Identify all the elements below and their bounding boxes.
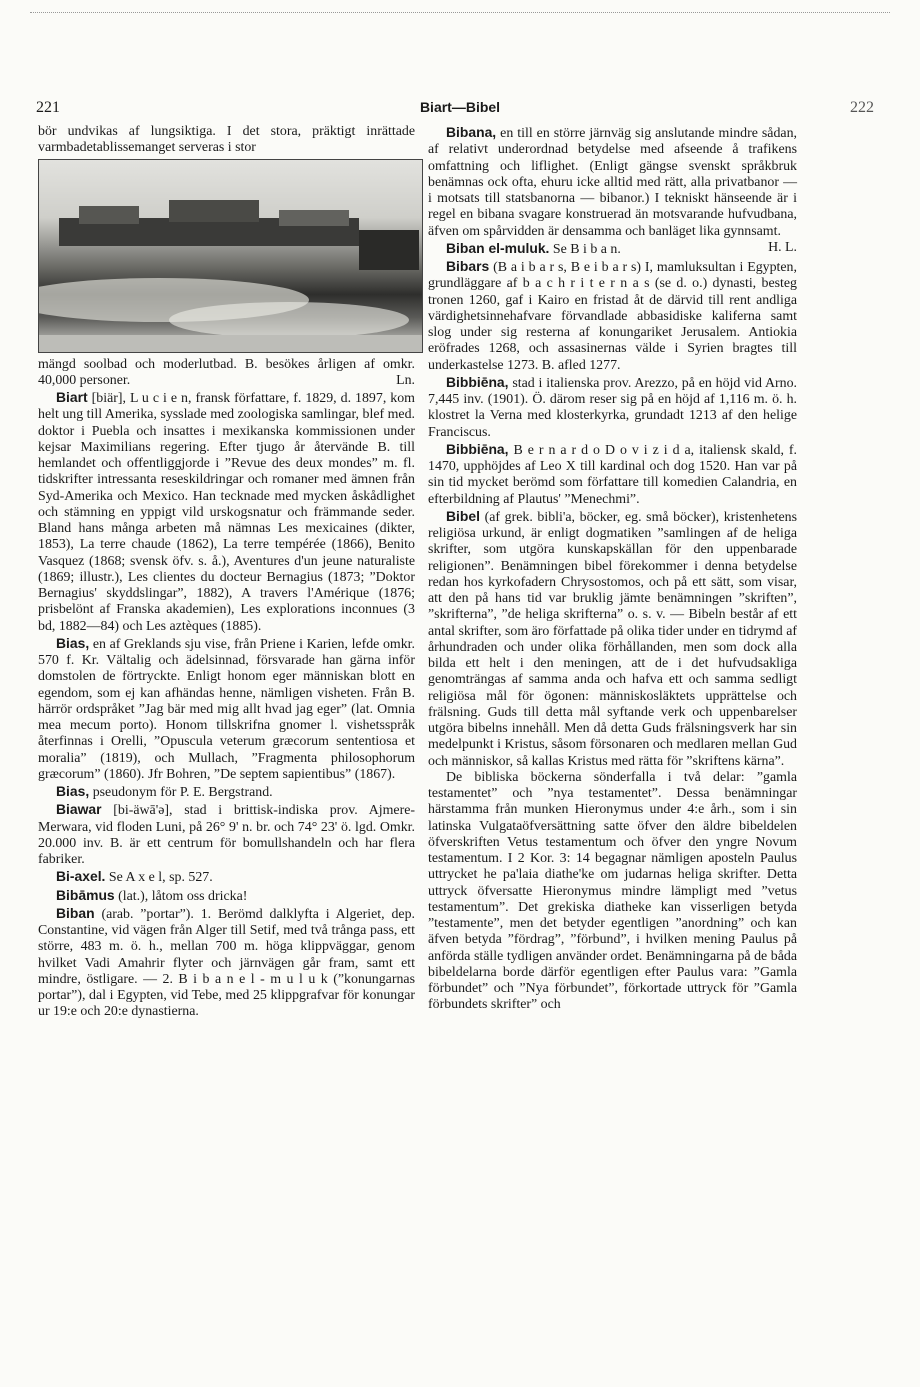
- entry-biban: [38, 905, 415, 1021]
- entry-text: [biär], L u c i e n, fransk författare, f. 1829, d. 1897, kom helt ung till Amerika, sysslade med zoologiska samlingar, blef med. doktor i Puebla och insattes i mexikanska kommissionen under kejsar Maximilians regering. Efter tjugo år återvände B. till hemlandet och offentliggjorde i ”Revue des deux mondes” m. fl. tidskrifter intressanta reseskildringar och romaner med ämnen från Syd-Amerika och Mexico. Han tecknade med mycken åskådlighet och stämning en yppigt vild urskogsnatur och främmande seder. Bland hans många arbeten må nämnas Les mexicaines (dikter, 1853), La terre chaude (1862), La terre tempérée (1866), Benito Vasquez (1868; svensk öfv. s. å.), Aventures d'un jeune naturaliste (1869; illustr.), Les clientes du docteur Bernagius (1873; ”Doktor Bernagius' skyddslingar”, 1882), A travers l'Amérique (1876; prisbelönt af Franska akademien), Les explorations inconnues (3 bd, 1882—84) och Les aztèques (1885).: [38, 391, 415, 634]
- headword: Bibbiēna,: [446, 440, 509, 457]
- entry-bibbiena-poet: [428, 441, 797, 508]
- headword: Biban: [56, 904, 95, 921]
- entry-text: Se A x e l, sp. 527.: [108, 870, 213, 886]
- entry-bibbiena-town: [428, 374, 797, 441]
- headword: Bibana,: [446, 124, 497, 140]
- entry-text: (lat.), låtom oss dricka!: [118, 888, 248, 904]
- entry-signature: H. L.: [768, 239, 797, 255]
- entry-text: pseudonym för P. E. Bergstrand.: [92, 785, 273, 800]
- entry-bibars: [428, 258, 797, 374]
- entry-bibel-continued: De bibliska böckerna sönderfalla i två delar: ”gamla testamentet” och ”nya testamentet”. Dessa benämningar härstamma från munken Hieronymus under 4:e årh., som i sin latinska Vulgataöfversättning satte öfver den äldre bibeldelen öfverskriften Vetus testamentum och öfver den yngre Novum testamentum. I 2 Kor. 3: 14 begagnar nämligen aposteln Paulus uttrycket he pa'laia diathe'ke om judarnas heliga skrifter. Detta uttryck öfversatte Hieronymus mindre lämpligt med ”vetus testamentum”. Det grekiska diatheke kan visserligen betyda ”testamente”, men det betyder egentligen ”anordning” och kan äfven betyda ”fördrag”, ”förbund”, i hvilken mening Paulus på anförda ställe tydligen använder ordet. Benämningarna på de båda bibeldelarna borde därför egentligen efter Paulus vara: ”Gamla förbundet” och ”Nya förbundet”, förkortade uttryck för ”Gamla förbundets skrifter” och: [428, 769, 797, 1013]
- entry-bias: [38, 635, 415, 783]
- entry-biawar: [38, 801, 415, 868]
- entry-text: B e r n a r d o D o v i z i d a, italiensk skald, f. 1470, upphöjdes af Leo X till kardinal och dog 1520. Han var på sin tid mycket berömd som författare till komedien Calandria, en efterbildning af Plautus' ”Menechmi”.: [428, 442, 797, 507]
- headword: Bibel: [446, 507, 480, 524]
- photo-caption: mängd soolbad och moderlutbad. B. besökes årligen af omkr. 40,000 personer.: [38, 356, 415, 388]
- page-number-right: 222: [850, 99, 874, 116]
- intro-text: bör undvikas af lungsiktiga. I det stora, präktigt inrättade varmbadetablissemanget serveras i stor: [38, 124, 415, 156]
- entry-biart: [38, 389, 415, 635]
- entry-text: stad i italienska prov. Arezzo, på en höjd vid Arno. 7,445 inv. (1901). Ö. därom reser sig på en höjd af 1,116 m. ö. h. klostret la Verna med klosterkyrka, grundadt 1213 af den helige Franciscus.: [428, 375, 797, 440]
- photo-illustration: [39, 160, 422, 352]
- top-rule: [30, 12, 890, 13]
- caption-signature: Ln.: [396, 372, 415, 388]
- entry-biban-el-muluk: [428, 240, 797, 258]
- headword: Bibars: [446, 258, 490, 274]
- left-column: [38, 124, 415, 1021]
- entry-text: en af Greklands sju vise, från Priene i Karien, lefde omkr. 570 f. Kr. Vältalig och ädelsinnad, försvarade han gärna inför domstolen de förtryckte. Enligt honom eger människan blott en egendom, som ej kan afhändas henne, nämligen visheten. Från B. härrör ordspråket ”Jag bär med mig allt hvad jag eger” (lat. Omnia mea mecum porto). Honom tillskrifna gnomer l. vishetsspråk återfinnas i Orelli, ”Opuscula veterum græcorum sententiosa et moralia” (1819), och Mullach, ”Fragmenta philosophorum græcorum” (1860). Jfr Bohren, ”De septem sapientibus” (1867).: [38, 636, 415, 782]
- bath-photo: [38, 159, 423, 353]
- headword: Biart: [56, 389, 88, 405]
- entry-bi-axel: [38, 868, 415, 886]
- headword: Bibāmus: [56, 886, 115, 903]
- entry-bibel: [428, 508, 797, 770]
- headword: Bias,: [56, 783, 90, 799]
- headword: Bi-axel.: [56, 868, 106, 885]
- entry-text: en till en större järnväg sig anslutande mindre sådan, af relativt underordnad betydelse med afseende å trafikens omfattning och liflighet. (Enligt gängse svenskt språkbruk benämnas ock ofta, ehuru icke alltid med rätt, alla privatbanor — i motsats till statsbanorna — bibanor.) I tekniskt hänseende är i regel en bibana svagare konstruerad än motsvarande hufvudbana, äfven om spårvidden är densamma och banläget lika gynnsamt.: [428, 126, 797, 239]
- entry-text: [bi-äwā'ə], stad i brittisk-indiska prov. Ajmere-Merwara, vid floden Luni, på 26° 9' n. br. och 74° 23' ö. lgd. Omkr. 20.000 inv. B. är ett centrum för bomullshandeln och har flera fabriker.: [38, 803, 415, 867]
- entry-text: (arab. ”portar”). 1. Berömd dalklyfta i Algeriet, dep. Constantine, vid vägen från Alger till Setif, med två trånga pass, ett större, 483 m. ö. h., mellan 700 m. höga klippväggar, genom hvilket Vadi Amahrir flyter och järnvägen går fram, samt ett mindre, östligare. — 2. B i b a n e l - m u l u k (”konungarnas portar”), dal i Egypten, vid Tebe, med 25 klippgrafvar för konungar ur 19:e och 20:e dynastierna.: [38, 906, 415, 1020]
- page-number-left: 221: [36, 99, 60, 116]
- headword: Bias,: [56, 634, 90, 651]
- entry-text: (B a i b a r s, B e i b a r s) I, mamluksultan i Egypten, grundläggare af b a c h r i t e r n a s (se d. o.) dynasti, besteg tronen 1260, gaf i Kairo en fristad åt de därvid till rent andliga värdighetsinnehafvare förvandlade abbasidiske kaliferna samt slog under sig resterna af konungariket Jerusalem. Antiokia eröfrades 1268, och assasinernas välde i Syrien bragtes till underkastelse 1273. B. afled 1277.: [428, 260, 797, 373]
- headword: Biawar: [56, 801, 102, 818]
- headword: Biban el-muluk.: [446, 239, 550, 256]
- headword: Bibbiēna,: [446, 373, 509, 390]
- entry-text: (af grek. bibli'a, böcker, eg. små böcker), kristenhetens religiösa urkund, är enligt dogmatiken ”samlingen af de heliga skrifter, som utgöra kunskapskällan för den uppenbarade religionen”. Benämningen bibel förekommer i denna betydelse redan hos kyrkofadern Chrysostomos, och på ett sätt, som visar, att den på hans tid var bruklig jämte benämningen ”skriften”, ”skrifterna”, ”de heliga skrifterna” o. s. v. — Bibeln består af ett antal skrifter, som äro författade på olika tider under en tidrymd af århundraden och under olika förhållanden, men som dock alla bilda ett helt i den meningen, att de i det hufvudsakliga genomträngas af samma anda och hafva ett och samma sedligt religiösa mål för ögonen: människosläktets upprättelse och frälsning. Guds till detta mål syftande verk och uppenbarelser utgöra bibelns innehåll. Men då detta Guds frälsningsverk har sin medelpunkt i Kristus, såsom försonaren och medlaren mellan Gud och människor, så kallas Kristus med rätta för ”skriftens kärna”.: [428, 509, 797, 769]
- entry-text: Se B i b a n.: [552, 241, 621, 257]
- entry-bias-pseudonym: [38, 783, 415, 801]
- running-head: Biart—Bibel: [419, 99, 501, 115]
- right-column: [428, 124, 797, 1014]
- entry-bibamus: [38, 887, 415, 905]
